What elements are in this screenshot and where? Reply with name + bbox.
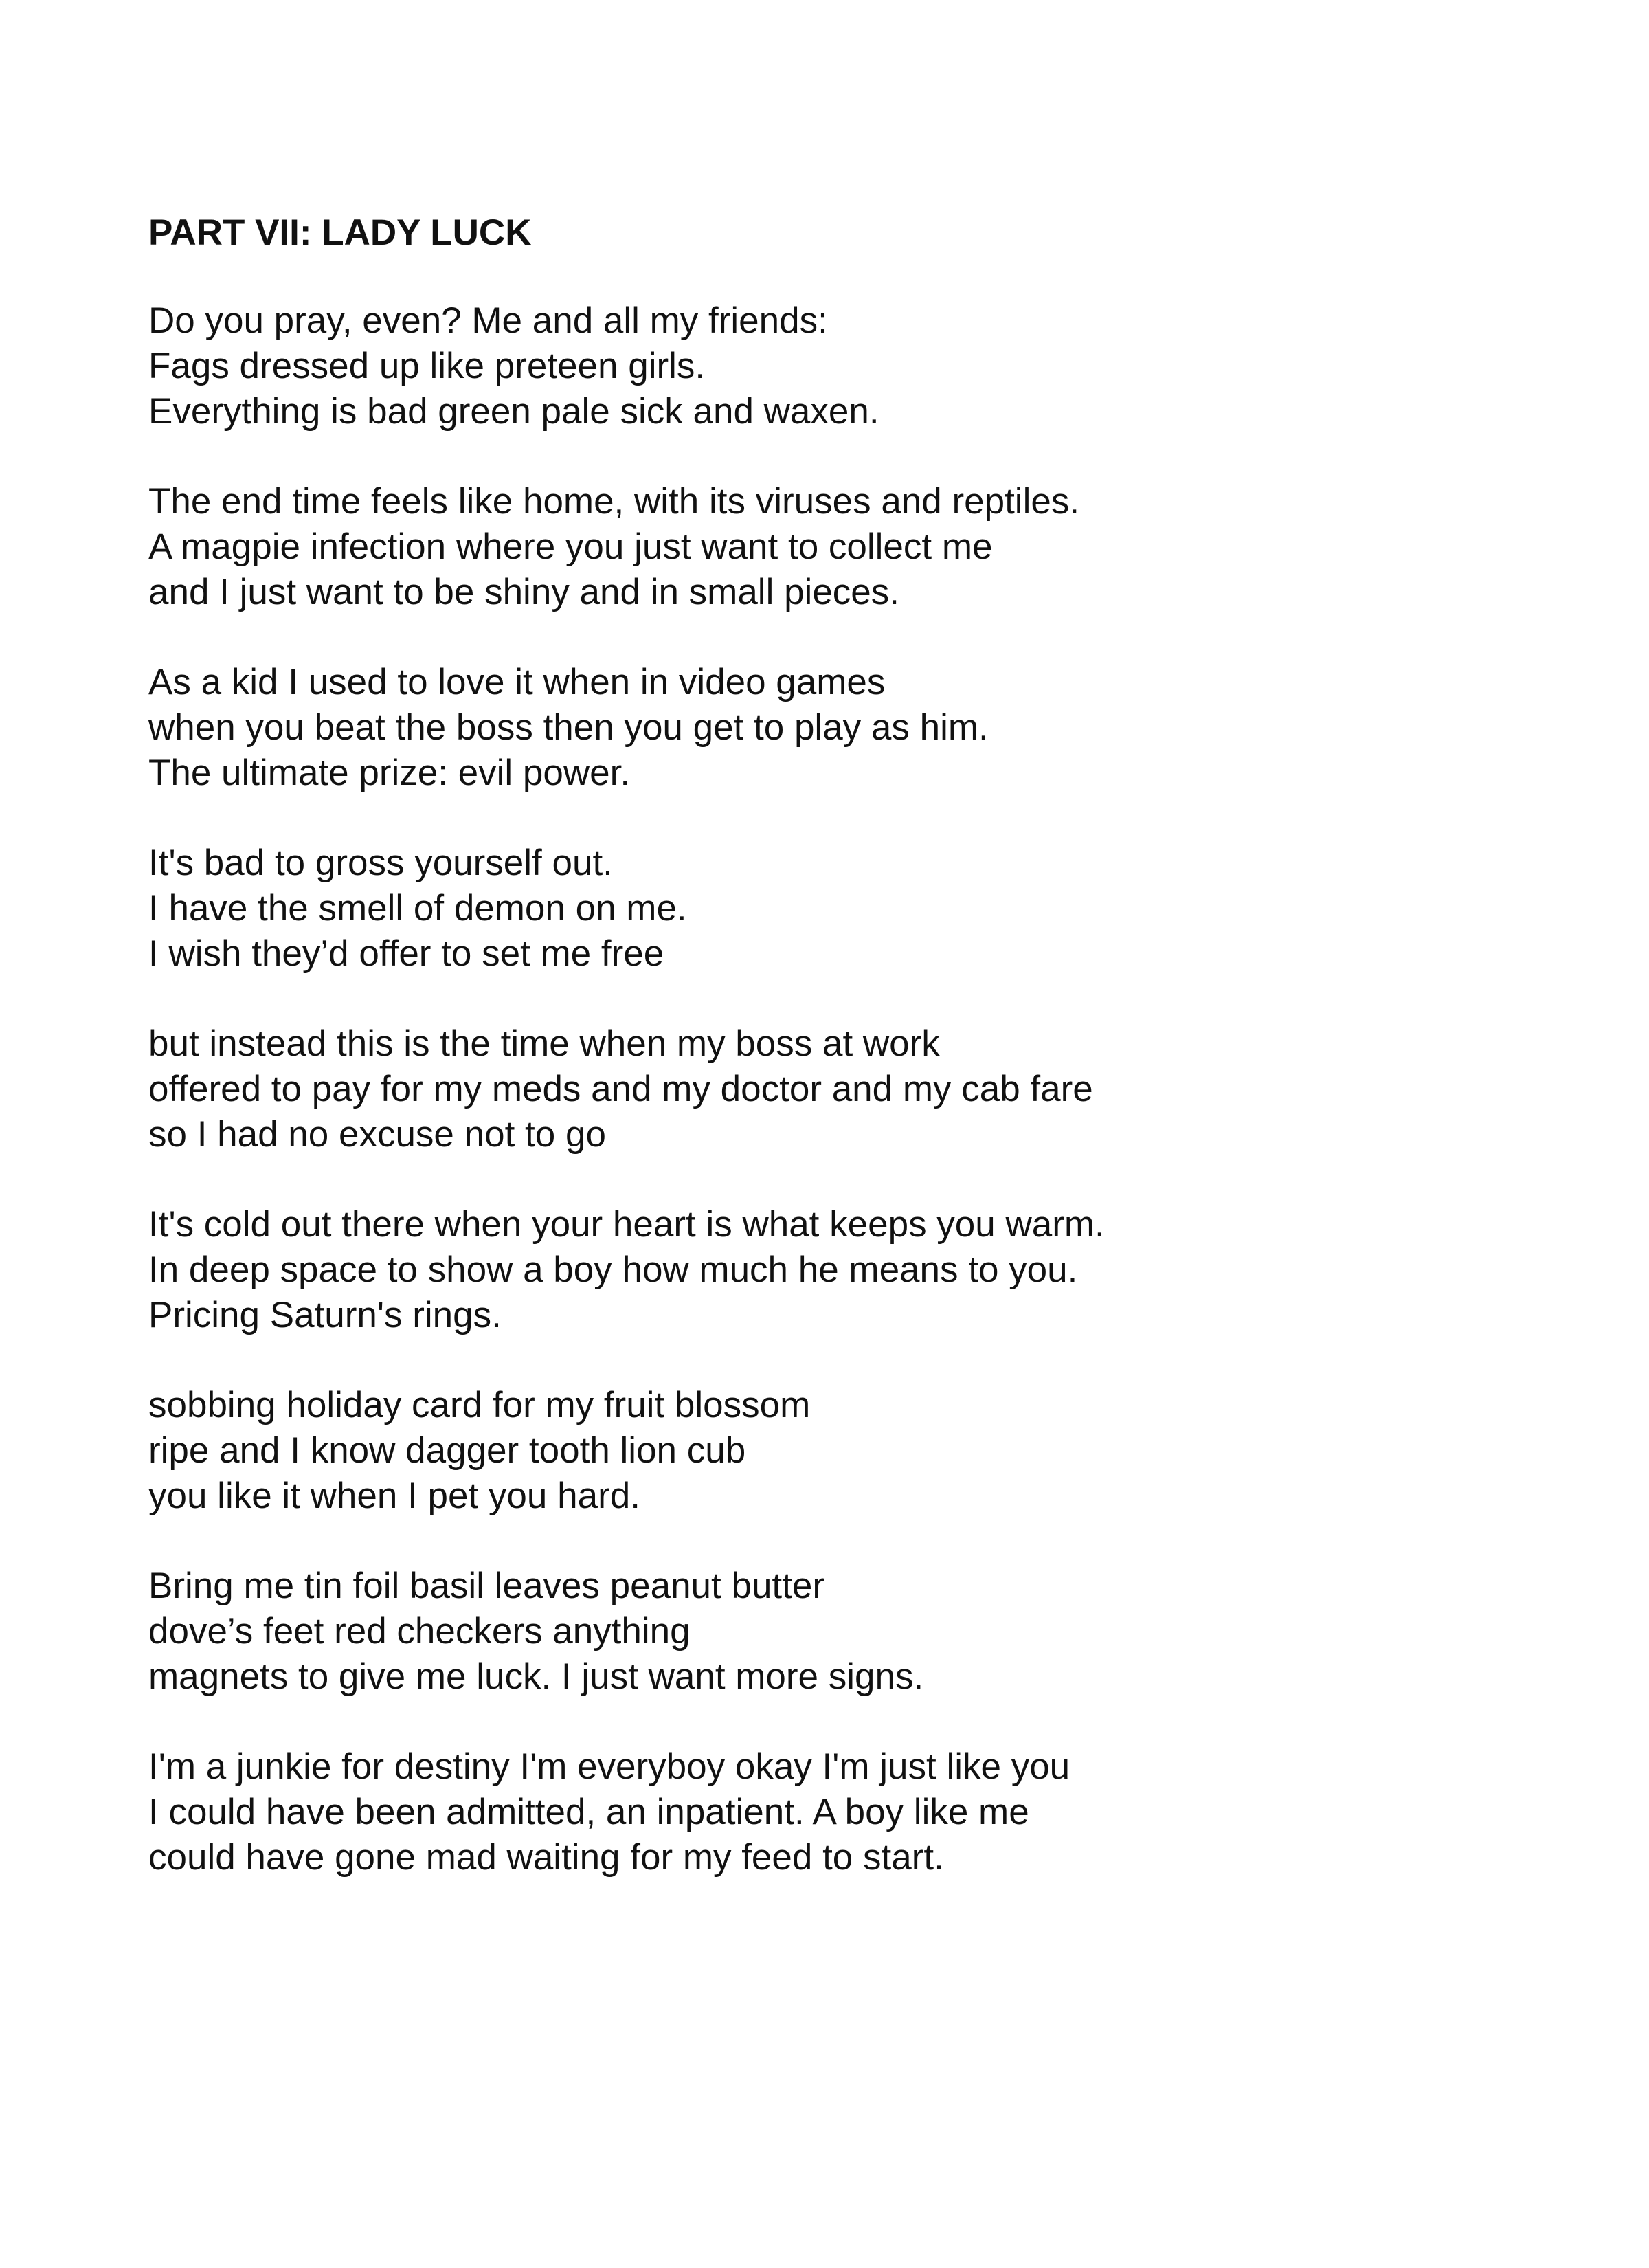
stanza — [148, 841, 1523, 977]
poem-line: Everything is bad green pale sick and waxen. — [148, 391, 879, 432]
poem-line: so I had no excuse not to go — [148, 1114, 606, 1155]
poem — [148, 210, 1523, 1925]
stanza — [148, 298, 1523, 434]
poem-line: sobbing holiday card for my fruit blossom — [148, 1385, 811, 1425]
stanza — [148, 1383, 1523, 1519]
poem-line: It's bad to gross yourself out. — [148, 843, 613, 883]
poem-line: I have the smell of demon on me. — [148, 888, 687, 929]
poem-line: magnets to give me luck. I just want more signs. — [148, 1656, 924, 1697]
poem-line: Pricing Saturn's rings. — [148, 1295, 502, 1335]
poem-line: I wish they’d offer to set me free — [148, 933, 664, 974]
poem-title: PART VII: LADY LUCK — [148, 212, 532, 253]
poem-line: offered to pay for my meds and my doctor and my cab fare — [148, 1069, 1093, 1109]
poem-line: Bring me tin foil basil leaves peanut butter — [148, 1566, 824, 1606]
poem-line: As a kid I used to love it when in video games — [148, 662, 886, 702]
poem-line: dove’s feet red checkers anything — [148, 1611, 691, 1652]
stanza — [148, 479, 1523, 615]
poem-line: The end time feels like home, with its viruses and reptiles. — [148, 481, 1080, 522]
stanza — [148, 1021, 1523, 1157]
poem-line: Do you pray, even? Me and all my friends: — [148, 300, 828, 341]
poem-line: but instead this is the time when my boss at work — [148, 1023, 940, 1064]
poem-line: I could have been admitted, an inpatient. A boy like me — [148, 1792, 1029, 1832]
poem-line: when you beat the boss then you get to play as him. — [148, 707, 989, 748]
poem-line: A magpie infection where you just want to collect me — [148, 526, 993, 567]
poem-line: In deep space to show a boy how much he means to you. — [148, 1249, 1078, 1290]
poem-line: and I just want to be shiny and in small pieces. — [148, 572, 899, 612]
poem-line: It's cold out there when your heart is what keeps you warm. — [148, 1204, 1105, 1245]
poem-line: The ultimate prize: evil power. — [148, 753, 631, 793]
stanza — [148, 1564, 1523, 1700]
poem-line: Fags dressed up like preteen girls. — [148, 346, 706, 386]
poem-line: I'm a junkie for destiny I'm everyboy okay I'm just like you — [148, 1746, 1070, 1787]
stanza — [148, 1202, 1523, 1338]
poem-line: ripe and I know dagger tooth lion cub — [148, 1430, 746, 1471]
stanza — [148, 1744, 1523, 1880]
stanza — [148, 660, 1523, 796]
poem-line: you like it when I pet you hard. — [148, 1476, 640, 1516]
poem-line: could have gone mad waiting for my feed to start. — [148, 1837, 944, 1878]
